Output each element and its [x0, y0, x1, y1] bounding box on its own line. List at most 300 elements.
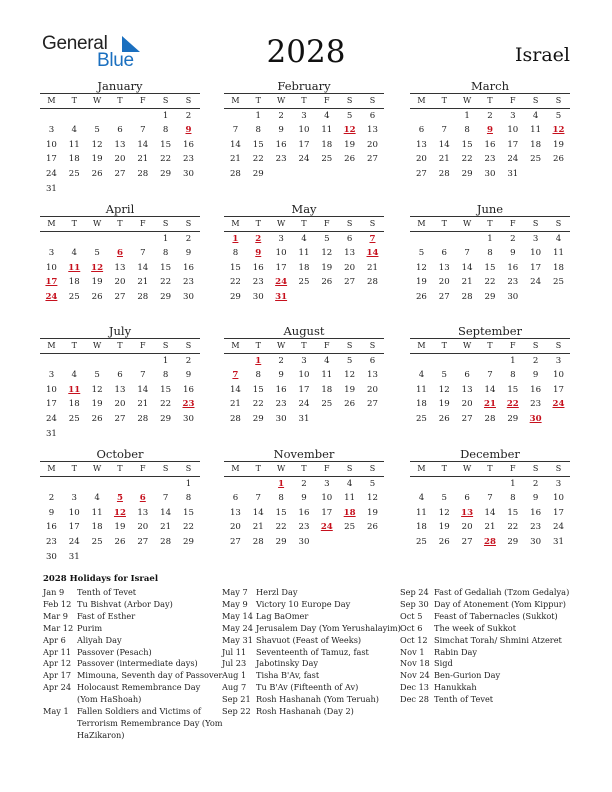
- month-march: [410, 79, 570, 182]
- holiday-item: [400, 623, 580, 635]
- day-cell: 25: [344, 522, 356, 533]
- day-cell: 1: [487, 233, 493, 244]
- day-cell: 19: [553, 139, 564, 150]
- holiday-day-cell: 24: [552, 399, 565, 410]
- day-cell: 9: [510, 248, 516, 259]
- month-june: [410, 202, 570, 305]
- day-cell: 24: [298, 154, 310, 165]
- holiday-name: Passover (Pesach): [77, 646, 152, 657]
- holiday-item: [43, 623, 223, 635]
- holiday-day-cell: 9: [255, 248, 262, 259]
- day-cell: 24: [530, 277, 542, 288]
- empty-cell: [109, 477, 132, 492]
- weekday-label: T: [293, 94, 316, 109]
- day-cell: 27: [344, 277, 356, 288]
- weekday-label: M: [224, 462, 247, 477]
- weekday-label: W: [270, 94, 293, 109]
- day-cell: 29: [507, 413, 519, 424]
- weekday-label: T: [479, 217, 502, 232]
- day-cell: 26: [553, 154, 564, 165]
- day-cell: 28: [252, 536, 264, 547]
- day-cell: 31: [553, 536, 564, 547]
- day-cell: 17: [553, 384, 564, 395]
- weekday-label: T: [63, 94, 86, 109]
- day-cell: 6: [418, 125, 425, 136]
- week-row: [40, 182, 200, 197]
- day-cell: 21: [484, 522, 496, 533]
- day-cell: 27: [367, 399, 378, 410]
- day-cell: 5: [441, 493, 447, 504]
- day-cell: 4: [94, 493, 100, 504]
- day-cell: 28: [137, 413, 149, 424]
- day-cell: 10: [68, 507, 80, 518]
- day-cell: 31: [298, 413, 310, 424]
- day-cell: 19: [91, 277, 103, 288]
- day-cell: 13: [137, 507, 149, 518]
- weekday-label: M: [40, 94, 63, 109]
- holiday-name: Tenth of Tevet: [434, 694, 494, 705]
- day-cell: 30: [530, 536, 542, 547]
- day-cell: 17: [275, 262, 287, 273]
- day-cell: 7: [140, 370, 146, 381]
- day-cell: 2: [278, 355, 284, 366]
- holiday-date: Apr 6: [43, 634, 66, 645]
- day-cell: 11: [321, 125, 333, 136]
- empty-cell: [63, 232, 86, 247]
- day-cell: 4: [324, 355, 330, 366]
- day-cell: 6: [117, 125, 123, 136]
- week-row: [410, 109, 570, 124]
- day-cell: 12: [344, 370, 356, 381]
- day-cell: 26: [367, 522, 378, 533]
- holiday-name: Shavuot (Feast of Weeks): [256, 634, 362, 645]
- day-cell: 27: [137, 536, 149, 547]
- day-cell: 20: [461, 399, 473, 410]
- logo-blue-text: Blue: [97, 50, 134, 71]
- day-cell: 7: [162, 493, 169, 504]
- holiday-date: Apr 11: [43, 646, 72, 657]
- weekday-label: S: [547, 217, 570, 232]
- day-cell: 24: [45, 413, 57, 424]
- holiday-date: Sep 30: [400, 598, 429, 609]
- day-cell: 23: [484, 154, 496, 165]
- holiday-day-cell: 28: [483, 536, 496, 547]
- day-cell: 24: [298, 399, 310, 410]
- holiday-item: [43, 682, 223, 706]
- holiday-day-cell: 31: [275, 291, 288, 302]
- weekday-header: [410, 217, 570, 232]
- weekday-label: W: [270, 339, 293, 354]
- week-row: [410, 412, 570, 427]
- holiday-day-cell: 1: [278, 478, 285, 489]
- holiday-item: [222, 611, 402, 623]
- day-cell: 10: [321, 493, 333, 504]
- day-cell: 3: [48, 125, 55, 136]
- holiday-day-cell: 21: [483, 399, 496, 410]
- day-cell: 8: [487, 248, 493, 259]
- week-row: [410, 138, 570, 153]
- day-cell: 10: [507, 125, 519, 136]
- holiday-date: May 7: [222, 587, 248, 597]
- holiday-date: Apr 24: [43, 682, 72, 693]
- day-cell: 3: [301, 110, 307, 121]
- day-cell: 22: [229, 277, 241, 288]
- day-cell: 3: [48, 248, 55, 259]
- weekday-label: M: [410, 462, 433, 477]
- day-cell: 15: [507, 384, 519, 395]
- day-cell: 30: [183, 168, 194, 179]
- day-cell: 18: [68, 154, 80, 165]
- week-row: [224, 368, 384, 383]
- day-cell: 16: [183, 262, 194, 273]
- weekday-label: S: [361, 94, 384, 109]
- holiday-name: Passover (intermediate days): [77, 658, 198, 669]
- week-row: [40, 290, 200, 305]
- holiday-item: [222, 694, 402, 706]
- day-cell: 19: [91, 399, 103, 410]
- day-cell: 8: [278, 493, 284, 504]
- empty-cell: [86, 354, 109, 369]
- weekday-label: S: [338, 339, 361, 354]
- day-cell: 17: [530, 262, 542, 273]
- holiday-date: Sep 24: [400, 587, 429, 597]
- day-cell: 20: [367, 384, 378, 395]
- weekday-header: [40, 94, 200, 109]
- day-cell: 14: [160, 507, 172, 518]
- weekday-label: F: [131, 462, 154, 477]
- empty-cell: [456, 232, 479, 247]
- day-cell: 30: [183, 413, 194, 424]
- day-cell: 19: [321, 262, 333, 273]
- day-cell: 28: [438, 168, 450, 179]
- day-cell: 27: [461, 413, 473, 424]
- holiday-name: Sigd: [434, 658, 453, 669]
- weekday-label: S: [177, 217, 200, 232]
- day-cell: 6: [464, 493, 470, 504]
- holiday-item: [43, 647, 223, 659]
- day-cell: 11: [530, 125, 542, 136]
- empty-cell: [86, 109, 109, 124]
- day-cell: 25: [321, 399, 333, 410]
- week-row: [224, 383, 384, 398]
- empty-cell: [410, 109, 433, 124]
- day-cell: 25: [91, 536, 103, 547]
- week-row: [224, 109, 384, 124]
- holiday-name: Aliyah Day: [77, 634, 122, 645]
- day-cell: 16: [484, 139, 496, 150]
- weekday-label: F: [501, 462, 524, 477]
- month-title: August: [283, 324, 325, 338]
- week-row: [224, 261, 384, 276]
- day-cell: 25: [298, 277, 310, 288]
- holiday-date: May 31: [222, 634, 253, 645]
- holiday-name: Tenth of Tevet: [77, 587, 137, 597]
- day-cell: 23: [530, 522, 542, 533]
- day-cell: 10: [553, 370, 564, 381]
- empty-cell: [131, 354, 154, 369]
- holiday-day-cell: 1: [232, 233, 239, 244]
- day-cell: 2: [185, 110, 192, 121]
- weekday-label: M: [224, 217, 247, 232]
- holiday-name: Tu B'Av (Fifteenth of Av): [256, 682, 359, 693]
- day-cell: 8: [510, 493, 516, 504]
- day-cell: 13: [367, 125, 378, 136]
- day-cell: 1: [162, 355, 169, 366]
- day-cell: 25: [68, 168, 80, 179]
- day-cell: 6: [464, 370, 470, 381]
- empty-cell: [456, 477, 479, 492]
- day-cell: 5: [94, 248, 100, 259]
- day-cell: 17: [298, 384, 310, 395]
- day-cell: 18: [415, 399, 427, 410]
- day-cell: 16: [275, 384, 287, 395]
- week-row: [410, 520, 570, 535]
- holiday-name: Jabotinsky Day: [256, 658, 318, 669]
- day-cell: 5: [346, 355, 353, 366]
- logo-general-text: General: [42, 33, 108, 54]
- day-cell: 12: [91, 384, 103, 395]
- holiday-date: Apr 17: [43, 670, 72, 681]
- day-cell: 20: [367, 139, 378, 150]
- day-cell: 14: [438, 139, 450, 150]
- day-cell: 3: [555, 355, 562, 366]
- day-cell: 4: [418, 370, 425, 381]
- weekday-label: F: [501, 217, 524, 232]
- holiday-date: Jul 23: [222, 658, 247, 669]
- weekday-header: [224, 94, 384, 109]
- weekday-label: M: [410, 339, 433, 354]
- calendar-year: 2028: [266, 34, 346, 70]
- day-cell: 1: [510, 478, 516, 489]
- day-cell: 7: [140, 248, 146, 259]
- week-row: [40, 152, 200, 167]
- day-cell: 18: [91, 522, 103, 533]
- day-cell: 26: [415, 291, 427, 302]
- month-may: [224, 202, 384, 305]
- day-cell: 8: [255, 370, 261, 381]
- weekday-label: T: [479, 462, 502, 477]
- day-cell: 7: [464, 248, 470, 259]
- week-row: [224, 152, 384, 167]
- day-cell: 29: [183, 536, 194, 547]
- day-cell: 21: [438, 154, 450, 165]
- day-cell: 3: [510, 110, 516, 121]
- day-cell: 25: [553, 277, 564, 288]
- day-cell: 13: [229, 507, 241, 518]
- day-cell: 20: [137, 522, 149, 533]
- weekday-label: S: [338, 217, 361, 232]
- day-cell: 31: [68, 551, 80, 562]
- month-april: [40, 202, 200, 305]
- day-cell: 11: [298, 248, 310, 259]
- weekday-label: S: [177, 339, 200, 354]
- weekday-label: T: [247, 217, 270, 232]
- holiday-date: Dec 28: [400, 694, 430, 705]
- day-cell: 30: [183, 291, 194, 302]
- day-cell: 22: [461, 154, 473, 165]
- holiday-item: [222, 635, 402, 647]
- day-cell: 5: [346, 110, 353, 121]
- holiday-date: May 24: [222, 622, 253, 633]
- holiday-date: Oct 12: [400, 634, 428, 645]
- day-cell: 6: [117, 370, 123, 381]
- weekday-label: S: [338, 94, 361, 109]
- empty-cell: [433, 232, 456, 247]
- day-cell: 6: [441, 248, 447, 259]
- holiday-day-cell: 24: [45, 291, 58, 302]
- holiday-name: Rosh Hashanah (Yom Teruah): [256, 694, 379, 705]
- day-cell: 26: [91, 168, 103, 179]
- week-row: [224, 138, 384, 153]
- week-row: [410, 368, 570, 383]
- weekday-label: F: [131, 339, 154, 354]
- day-cell: 23: [275, 399, 287, 410]
- holiday-date: Feb 12: [43, 598, 72, 609]
- holiday-name: Feast of Tabernacles (Sukkot): [434, 610, 558, 621]
- day-cell: 20: [114, 399, 126, 410]
- holiday-date: Nov 18: [400, 658, 430, 669]
- day-cell: 26: [114, 536, 126, 547]
- day-cell: 27: [461, 536, 473, 547]
- day-cell: 10: [45, 139, 57, 150]
- day-cell: 28: [484, 413, 496, 424]
- weekday-label: T: [63, 339, 86, 354]
- day-cell: 30: [484, 168, 496, 179]
- holiday-date: Nov 24: [400, 670, 430, 681]
- day-cell: 30: [45, 551, 57, 562]
- holiday-name: Fallen Soldiers and Victims of Terrorism Remembrance Day (Yom HaZikaron): [77, 706, 223, 740]
- day-cell: 11: [68, 139, 80, 150]
- week-row: [40, 261, 200, 276]
- weekday-header: [410, 339, 570, 354]
- day-cell: 30: [298, 536, 310, 547]
- week-row: [410, 261, 570, 276]
- weekday-label: T: [247, 462, 270, 477]
- empty-cell: [63, 109, 86, 124]
- holiday-date: Mar 12: [43, 622, 74, 633]
- holiday-item: [400, 587, 580, 599]
- holiday-day-cell: 9: [486, 125, 493, 136]
- day-cell: 2: [301, 478, 307, 489]
- day-cell: 9: [301, 493, 307, 504]
- holiday-day-cell: 7: [232, 370, 239, 381]
- day-cell: 25: [68, 291, 80, 302]
- holiday-item: [400, 635, 580, 647]
- holiday-date: Oct 6: [400, 622, 423, 633]
- week-row: [40, 491, 200, 506]
- empty-cell: [154, 477, 177, 492]
- day-cell: 12: [321, 248, 333, 259]
- holiday-date: Dec 13: [400, 682, 430, 693]
- day-cell: 14: [461, 262, 473, 273]
- day-cell: 22: [484, 277, 496, 288]
- week-row: [410, 167, 570, 182]
- empty-cell: [40, 232, 63, 247]
- day-cell: 2: [48, 493, 55, 504]
- day-cell: 14: [484, 384, 496, 395]
- month-title: May: [291, 202, 317, 216]
- holiday-day-cell: 30: [529, 413, 542, 424]
- holiday-name: Lag BaOmer: [256, 610, 309, 621]
- holiday-item: [43, 658, 223, 670]
- day-cell: 3: [532, 233, 539, 244]
- day-cell: 15: [252, 139, 264, 150]
- empty-cell: [433, 109, 456, 124]
- day-cell: 4: [71, 370, 77, 381]
- empty-cell: [479, 477, 502, 492]
- day-cell: 25: [68, 413, 80, 424]
- day-cell: 5: [324, 233, 330, 244]
- day-cell: 24: [553, 522, 564, 533]
- weekday-label: S: [361, 217, 384, 232]
- week-row: [224, 167, 384, 182]
- day-cell: 1: [162, 110, 169, 121]
- day-cell: 12: [91, 139, 103, 150]
- day-cell: 10: [45, 384, 57, 395]
- week-row: [224, 246, 384, 261]
- day-cell: 28: [367, 277, 378, 288]
- empty-cell: [410, 477, 433, 492]
- day-cell: 15: [160, 139, 172, 150]
- holiday-name: Holocaust Remembrance Day (Yom HaShoah): [77, 682, 201, 705]
- day-cell: 21: [137, 277, 149, 288]
- day-cell: 22: [252, 399, 264, 410]
- week-row: [224, 232, 384, 247]
- day-cell: 1: [185, 478, 192, 489]
- week-row: [40, 109, 200, 124]
- day-cell: 29: [160, 413, 172, 424]
- weekday-label: S: [524, 462, 547, 477]
- day-cell: 9: [278, 125, 284, 136]
- week-row: [40, 383, 200, 398]
- day-cell: 29: [484, 291, 496, 302]
- day-cell: 23: [507, 277, 519, 288]
- weekday-label: T: [479, 94, 502, 109]
- day-cell: 9: [532, 493, 539, 504]
- holiday-day-cell: 9: [185, 125, 192, 136]
- day-cell: 11: [344, 493, 356, 504]
- day-cell: 16: [275, 139, 287, 150]
- weekday-header: [224, 462, 384, 477]
- holiday-day-cell: 11: [68, 384, 81, 395]
- empty-cell: [131, 109, 154, 124]
- weekday-header: [410, 94, 570, 109]
- day-cell: 8: [185, 493, 192, 504]
- weekday-label: M: [40, 217, 63, 232]
- day-cell: 6: [232, 493, 239, 504]
- weekday-label: M: [40, 462, 63, 477]
- weekday-label: F: [315, 462, 338, 477]
- day-cell: 13: [344, 248, 356, 259]
- holiday-name: Fast of Esther: [77, 610, 136, 621]
- day-cell: 1: [162, 233, 169, 244]
- week-row: [410, 535, 570, 550]
- day-cell: 21: [137, 154, 149, 165]
- day-cell: 18: [68, 277, 80, 288]
- week-row: [40, 368, 200, 383]
- day-cell: 29: [461, 168, 473, 179]
- day-cell: 27: [438, 291, 450, 302]
- week-row: [224, 412, 384, 427]
- day-cell: 19: [114, 522, 126, 533]
- empty-cell: [109, 232, 132, 247]
- day-cell: 4: [555, 233, 562, 244]
- day-cell: 19: [367, 507, 378, 518]
- weekday-label: S: [338, 462, 361, 477]
- day-cell: 5: [555, 110, 562, 121]
- day-cell: 21: [137, 399, 149, 410]
- month-title: November: [273, 447, 335, 461]
